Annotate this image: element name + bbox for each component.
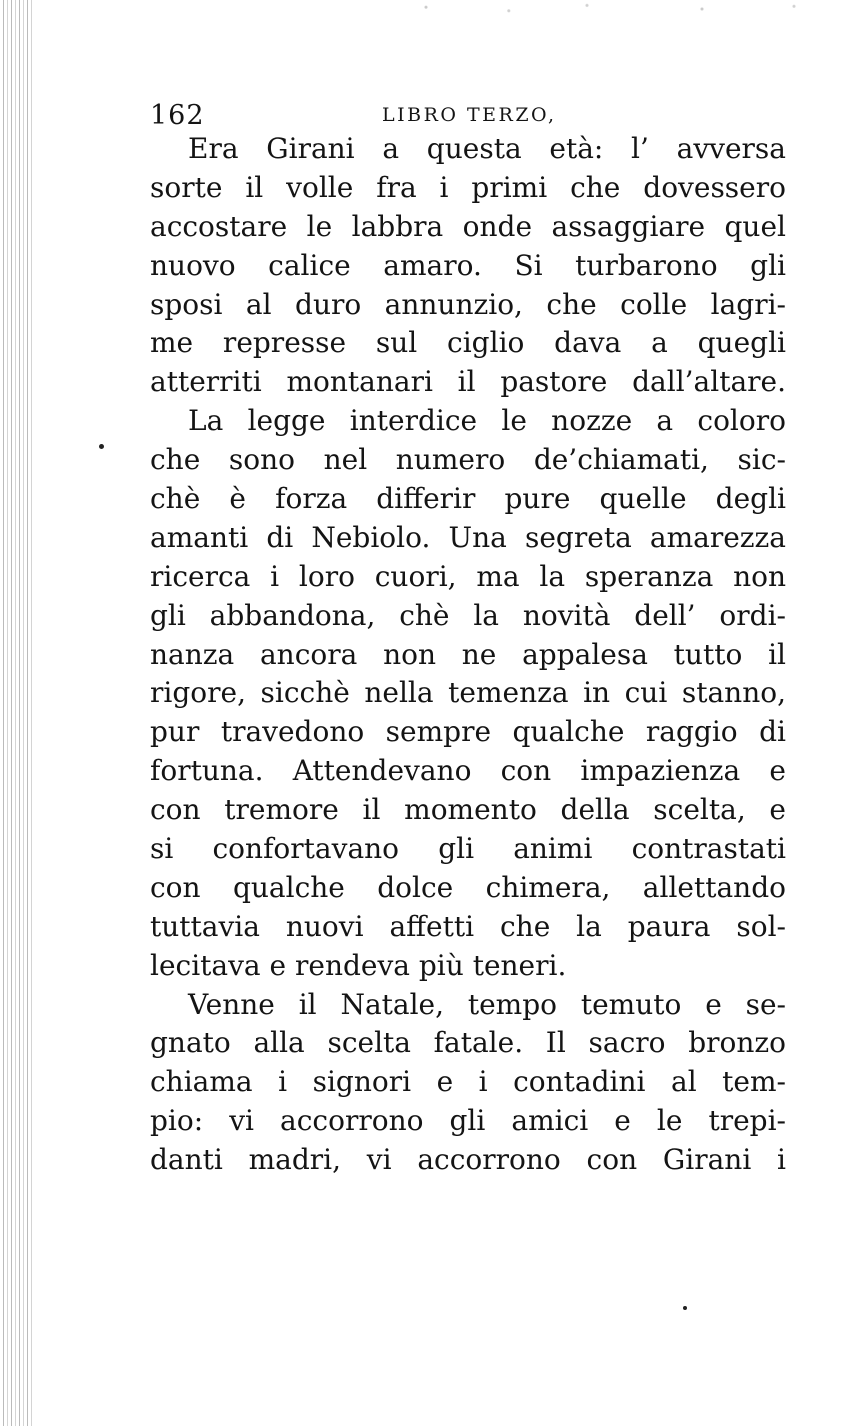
text-line: atterriti montanari il pastore dall’altare. — [150, 365, 786, 399]
page-number: 162 — [150, 100, 205, 131]
text-line: danti madri, vi accorrono con Girani i — [150, 1143, 786, 1177]
text-line: lecitava e rendeva più teneri. — [150, 948, 567, 982]
paper-speckle — [380, 0, 840, 18]
text-line: pio: vi accorrono gli amici e le trepi- — [150, 1104, 786, 1138]
text-line: rigore, sicchè nella temenza in cui stanno, — [150, 676, 786, 710]
text-line: amanti di Nebiolo. Una segreta amarezza — [150, 520, 786, 554]
text-line: sposi al duro annunzio, che colle lagri- — [150, 287, 786, 321]
text-line: tuttavia nuovi affetti che la paura sol- — [150, 909, 786, 943]
ink-speck — [99, 444, 104, 449]
text-line: sorte il volle fra i primi che dovessero — [150, 170, 786, 204]
text-line: gnato alla scelta fatale. Il sacro bronzo — [150, 1026, 786, 1060]
book-binding-edge — [0, 0, 34, 1426]
text-line: si confortavano gli animi contrastati — [150, 832, 786, 866]
text-line: La legge interdice le nozze a coloro — [188, 404, 786, 438]
text-line: che sono nel numero de’chiamati, sic- — [150, 443, 786, 477]
text-line: pur travedono sempre qualche raggio di — [150, 715, 786, 749]
text-line: me represse sul ciglio dava a quegli — [150, 326, 786, 360]
running-head — [150, 100, 790, 134]
text-line: accostare le labbra onde assaggiare quel — [150, 209, 786, 243]
text-line: nuovo calice amaro. Si turbarono gli — [150, 248, 786, 282]
section-title: LIBRO TERZO, — [382, 104, 557, 126]
text-line: nanza ancora non ne appalesa tutto il — [150, 637, 786, 671]
text-line: Era Girani a questa età: l’ avversa — [188, 132, 786, 165]
text-line: chiama i signori e i contadini al tem- — [150, 1065, 786, 1099]
text-line: con qualche dolce chimera, allettando — [150, 870, 786, 904]
text-line: ricerca i loro cuori, ma la speranza non — [150, 559, 786, 593]
body-text — [150, 130, 786, 1180]
text-line: Venne il Natale, tempo temuto e se- — [188, 987, 786, 1021]
text-line: con tremore il momento della scelta, e — [150, 793, 786, 827]
ink-speck — [683, 1306, 687, 1310]
text-line: chè è forza differir pure quelle degli — [150, 482, 786, 516]
text-line: gli abbandona, chè la novità dell’ ordi- — [150, 598, 786, 632]
text-line: fortuna. Attendevano con impazienza e — [150, 754, 786, 788]
